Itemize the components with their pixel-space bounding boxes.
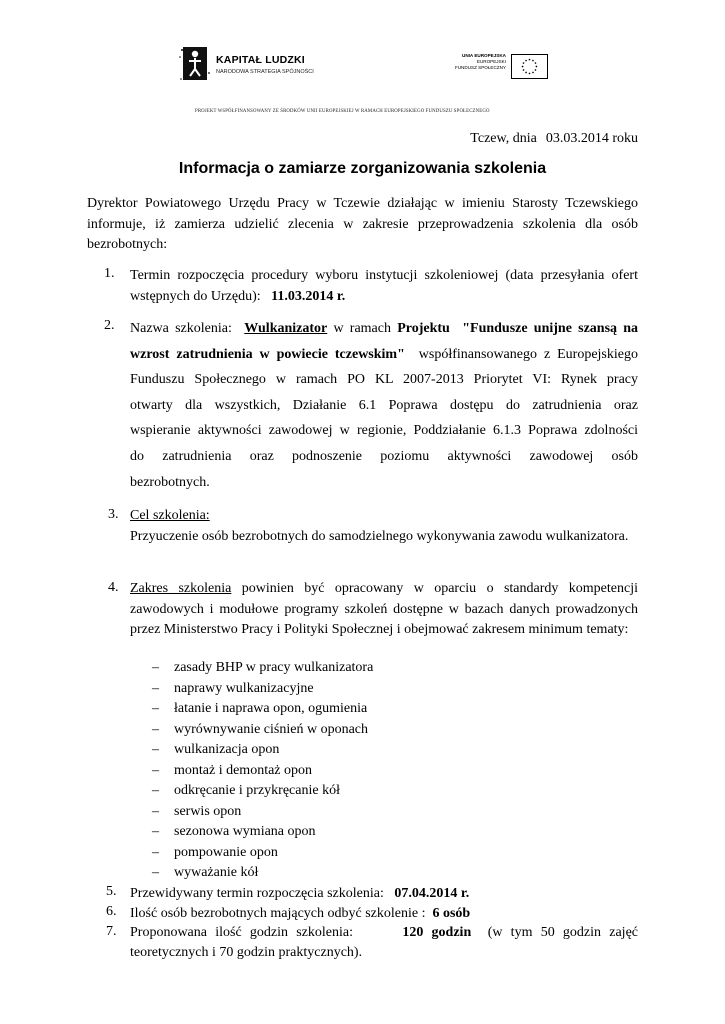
topic-item xyxy=(152,783,340,799)
topic-dash: – xyxy=(152,865,159,880)
item-4-number: 4. xyxy=(108,580,119,595)
item-2-number: 2. xyxy=(104,318,115,333)
item-7-text: Proponowana ilość godzin szkolenia: xyxy=(130,925,353,940)
item-2-project-name-b: wzrost zatrudnienia w powiecie tczewskim" xyxy=(130,346,405,362)
topic-item xyxy=(152,763,312,779)
topic-item xyxy=(152,660,373,676)
item-5-number: 5. xyxy=(106,884,117,899)
item-6-text: Ilość osób bezrobotnych mających odbyć szkolenie : xyxy=(130,906,426,921)
kapital-ludzki-title: KAPITAŁ LUDZKI xyxy=(216,54,305,66)
item-1-value: 11.03.2014 r. xyxy=(271,289,346,304)
topic-dash: – xyxy=(152,701,159,716)
topic-text: serwis opon xyxy=(174,803,242,819)
item-2-rest-b: Funduszu Społecznego w ramach PO KL 2007-2013 Priorytet VI: Rynek pracy xyxy=(130,372,638,388)
item-1-number: 1. xyxy=(104,266,115,281)
item-5-value: 07.04.2014 r. xyxy=(394,886,470,901)
document-title: Informacja o zamiarze zorganizowania szkolenia xyxy=(178,160,547,177)
item-2-in-frame: w ramach xyxy=(333,321,391,336)
item-7-rest-a: (w tym 50 godzin zajęć xyxy=(487,925,638,940)
training-name: Wulkanizator xyxy=(244,321,328,336)
topic-item xyxy=(152,742,279,758)
topic-text: odkręcanie i przykręcanie kół xyxy=(174,783,340,798)
topic-item xyxy=(152,845,278,861)
intro-paragraph: Dyrektor Powiatowego Urzędu Pracy w Tczewie działając w imieniu Starosty Tczewskiego informuje, iż zamierza udzielić zlecenia w zakresie przeprowadzenia szkolenia dla osób bezrobotnych: xyxy=(87,196,638,252)
item-2-rest-a: współfinansowanego z Europejskiego xyxy=(418,346,638,362)
topic-item xyxy=(152,722,368,738)
topic-dash: – xyxy=(152,783,159,798)
item-5 xyxy=(130,883,638,904)
item-4-text: powinien być opracowany w oparciu o standardy kompetencji zawodowych i modułowe programy szkoleń dostępne w bazach danych prowadzonych przez Ministerstwo Pracy i Polityki Społecznej i obejmować zakresem minimum tematy: xyxy=(130,581,638,637)
item-3 xyxy=(130,505,638,547)
item-7-number: 7. xyxy=(106,924,117,939)
item-4 xyxy=(130,579,638,641)
topic-item xyxy=(152,824,316,840)
topic-text: naprawy wulkanizacyjne xyxy=(174,680,314,696)
item-2-project-label: Projektu xyxy=(397,321,450,336)
topic-text: łatanie i naprawa opon, ogumienia xyxy=(174,701,368,716)
item-1-text: Termin rozpoczęcia procedury wyboru instytucji szkoleniowej (data przesyłania ofert wstępnych do Urzędu): xyxy=(130,268,638,304)
topic-dash: – xyxy=(152,844,159,860)
item-7-rest-b: teoretycznych i 70 godzin praktycznych). xyxy=(130,945,363,960)
topic-dash: – xyxy=(152,803,159,819)
kapital-ludzki-figure-icon xyxy=(178,43,212,85)
eu-flag-icon xyxy=(511,54,548,79)
eu-logo-line2: EUROPEJSKI xyxy=(476,59,506,65)
topic-dash: – xyxy=(152,660,159,675)
topic-text: wyważanie kół xyxy=(174,865,259,880)
item-6-value: 6 osób xyxy=(432,906,471,921)
item-2 xyxy=(130,316,638,495)
item-5-text: Przewidywany termin rozpoczęcia szkolenia: xyxy=(130,886,384,901)
item-2-rest-c: otwarty dla wszystkich, Działanie 6.1 Poprawa dostępu do zatrudnienia oraz xyxy=(130,397,638,413)
topic-text: zasady BHP w pracy wulkanizatora xyxy=(174,660,374,675)
item-2-project-name-a: "Fundusze unijne szansą na xyxy=(462,321,639,336)
item-6-number: 6. xyxy=(106,904,117,919)
topic-dash: – xyxy=(152,824,159,839)
topic-text: montaż i demontaż opon xyxy=(174,762,313,778)
kapital-ludzki-logo xyxy=(178,43,328,85)
eu-logo-line1: UNIA EUROPEJSKA xyxy=(462,53,506,58)
item-3-text: Przyuczenie osób bezrobotnych do samodzielnego wykonywania zawodu wulkanizatora. xyxy=(130,529,629,544)
topic-dash: – xyxy=(152,680,159,696)
date-place: Tczew, dnia xyxy=(470,131,537,146)
topic-item xyxy=(152,681,314,697)
date-value: 03.03.2014 roku xyxy=(545,131,638,146)
topic-text: pompowanie opon xyxy=(174,844,278,860)
item-3-label: Cel szkolenia: xyxy=(130,508,210,523)
item-2-rest-d: wspieranie aktywności zawodowej w regionie, Poddziałanie 6.1.3 Poprawa zdolności xyxy=(130,423,638,439)
item-2-label: Nazwa szkolenia: xyxy=(130,321,232,336)
item-6 xyxy=(130,903,638,924)
topic-text: sezonowa wymiana opon xyxy=(174,824,316,839)
item-3-number: 3. xyxy=(108,507,119,522)
topic-text: wulkanizacja opon xyxy=(174,742,280,757)
item-1 xyxy=(130,265,638,307)
item-2-rest-f: bezrobotnych. xyxy=(130,474,210,490)
item-7-value: 120 godzin xyxy=(402,925,472,940)
eu-logo xyxy=(448,53,558,81)
eu-logo-line3: FUNDUSZ SPOŁECZNY xyxy=(454,65,506,71)
topic-dash: – xyxy=(152,742,159,757)
topic-item xyxy=(152,804,241,820)
topic-item xyxy=(152,701,367,717)
date-line xyxy=(470,131,638,147)
item-7 xyxy=(130,923,638,963)
topic-dash: – xyxy=(152,762,159,778)
topic-item xyxy=(152,865,258,881)
project-cofinancing-line: PROJEKT WSPÓŁFINANSOWANY ZE ŚRODKÓW UNII EUROPEJSKIEJ W RAMACH EUROPEJSKIEGO FUNDUSZU SPOŁECZNEGO xyxy=(195,109,490,114)
topic-text: wyrównywanie ciśnień w oponach xyxy=(174,721,369,737)
item-2-rest-e: do zatrudnienia oraz podnoszenie poziomu aktywności zawodowej osób xyxy=(130,448,638,464)
item-4-label: Zakres szkolenia xyxy=(130,581,232,596)
kapital-ludzki-subtitle: NARODOWA STRATEGIA SPÓJNOŚCI xyxy=(216,69,314,75)
topic-dash: – xyxy=(152,721,159,737)
